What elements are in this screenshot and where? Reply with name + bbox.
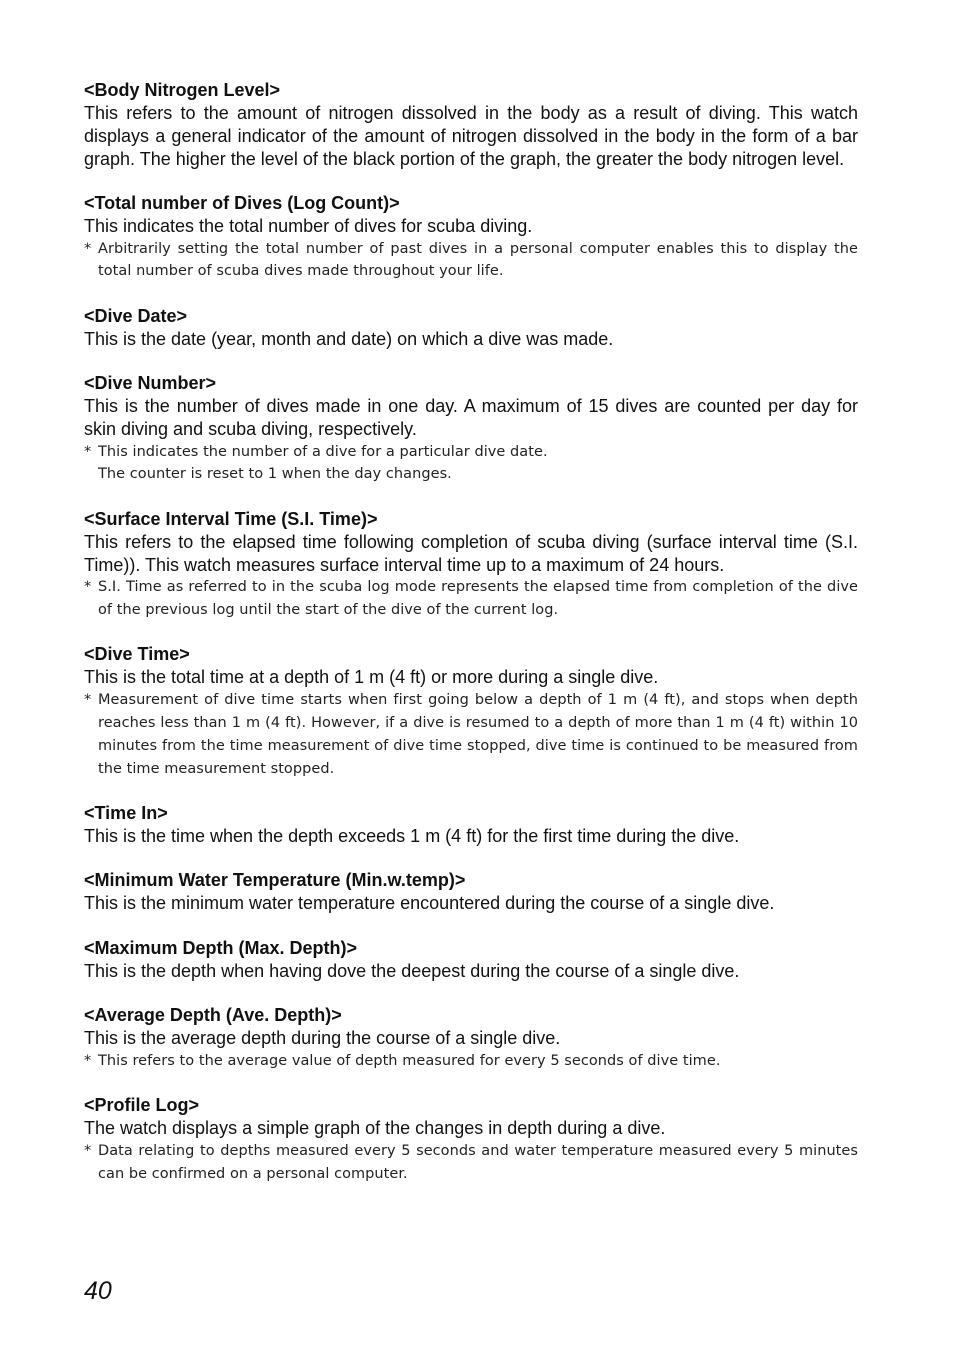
section-notes (84, 441, 858, 487)
glossary-section (84, 869, 858, 915)
section-heading: <Average Depth (Ave. Depth)> (84, 1004, 342, 1025)
section-body: This is the number of dives made in one day. A maximum of 15 dives are counted per day for skin diving and scuba diving, respectively. (84, 396, 858, 439)
glossary-section (84, 79, 858, 170)
section-notes (84, 238, 858, 284)
section-heading: <Total number of Dives (Log Count)> (84, 192, 400, 213)
section-notes (84, 1140, 858, 1186)
footnote-text: This refers to the average value of depth measured for every 5 seconds of dive time. (98, 1052, 721, 1069)
section-body: This refers to the elapsed time following completion of scuba diving (surface interval time (S.I. Time)). This watch measures surface interval time up to a maximum of 24 hours. (84, 531, 858, 575)
footnote-marker: * (84, 240, 92, 257)
glossary-section (84, 1094, 858, 1185)
footnote-text: The counter is reset to 1 when the day changes. (98, 466, 452, 483)
footnote-text: Arbitrarily setting the total number of past dives in a personal computer enables this to display the total number of scuba dives made throughout your life. (98, 240, 858, 280)
section-body: This is the date (year, month and date) on which a dive was made. (84, 328, 614, 349)
footnote-marker: * (84, 692, 92, 709)
footnote-text: Measurement of dive time starts when first going below a depth of 1 m (4 ft), and stops when depth reaches less than 1 m (4 ft). However, if a dive is resumed to a depth of more than 1 m (4 ft) within 10 minutes from the time measurement of dive time stopped, dive time is continued to be measured from the time measurement stopped. (98, 692, 858, 777)
glossary-section (84, 305, 858, 351)
footnote-text: S.I. Time as referred to in the scuba log mode represents the elapsed time from completion of the dive of the previous log until the start of the dive of the current log. (98, 579, 858, 619)
section-heading: <Body Nitrogen Level> (84, 80, 281, 100)
section-heading: <Dive Time> (84, 644, 190, 665)
section-body: This is the depth when having dove the deepest during the course of a single dive. (84, 960, 740, 981)
glossary-section (84, 802, 858, 848)
section-heading: <Profile Log> (84, 1094, 200, 1115)
section-body: This refers to the amount of nitrogen dissolved in the body as a result of diving. This watch displays a general indicator of the amount of nitrogen dissolved in the body in the form of a bar graph. The higher the level of the black portion of the graph, the greater the body nitrogen level. (84, 103, 858, 169)
footnote (84, 576, 858, 622)
footnote-marker: * (84, 1052, 92, 1069)
glossary-section (84, 643, 858, 780)
footnote-text: Data relating to depths measured every 5 seconds and water temperature measured every 5 minutes can be confirmed on a personal computer. (98, 1142, 858, 1182)
glossary-section (84, 192, 858, 283)
footnote-marker: * (84, 1142, 92, 1159)
footnote (84, 441, 858, 487)
section-heading: <Time In> (84, 802, 168, 823)
section-heading: <Maximum Depth (Max. Depth)> (84, 937, 358, 958)
section-notes (84, 1050, 858, 1073)
glossary-section (84, 372, 858, 486)
footnote (84, 238, 858, 284)
footnote (84, 689, 858, 780)
footnote (84, 1140, 858, 1186)
section-body: This is the total time at a depth of 1 m (4 ft) or more during a single dive. (84, 667, 659, 688)
glossary-section (84, 937, 858, 983)
footnote-marker: * (84, 443, 92, 460)
section-heading: <Minimum Water Temperature (Min.w.temp)> (84, 870, 466, 891)
section-heading: <Dive Date> (84, 305, 188, 326)
glossary-section (84, 1004, 858, 1073)
section-body: This is the minimum water temperature encountered during the course of a single dive. (84, 893, 775, 914)
section-notes (84, 689, 858, 780)
section-body: This is the average depth during the course of a single dive. (84, 1027, 561, 1048)
section-notes (84, 576, 858, 622)
section-heading: <Dive Number> (84, 373, 217, 394)
footnote-text: This indicates the number of a dive for a particular dive date. (98, 443, 548, 460)
section-heading: <Surface Interval Time (S.I. Time)> (84, 508, 378, 529)
section-body: The watch displays a simple graph of the changes in depth during a dive. (84, 1117, 666, 1138)
glossary-section (84, 508, 858, 622)
footnote-marker: * (84, 579, 92, 596)
section-body: This indicates the total number of dives for scuba diving. (84, 215, 533, 236)
manual-page (84, 79, 858, 1207)
section-body: This is the time when the depth exceeds 1 m (4 ft) for the first time during the dive. (84, 825, 740, 846)
footnote (84, 1050, 858, 1073)
page-number: 40 (84, 1277, 112, 1305)
